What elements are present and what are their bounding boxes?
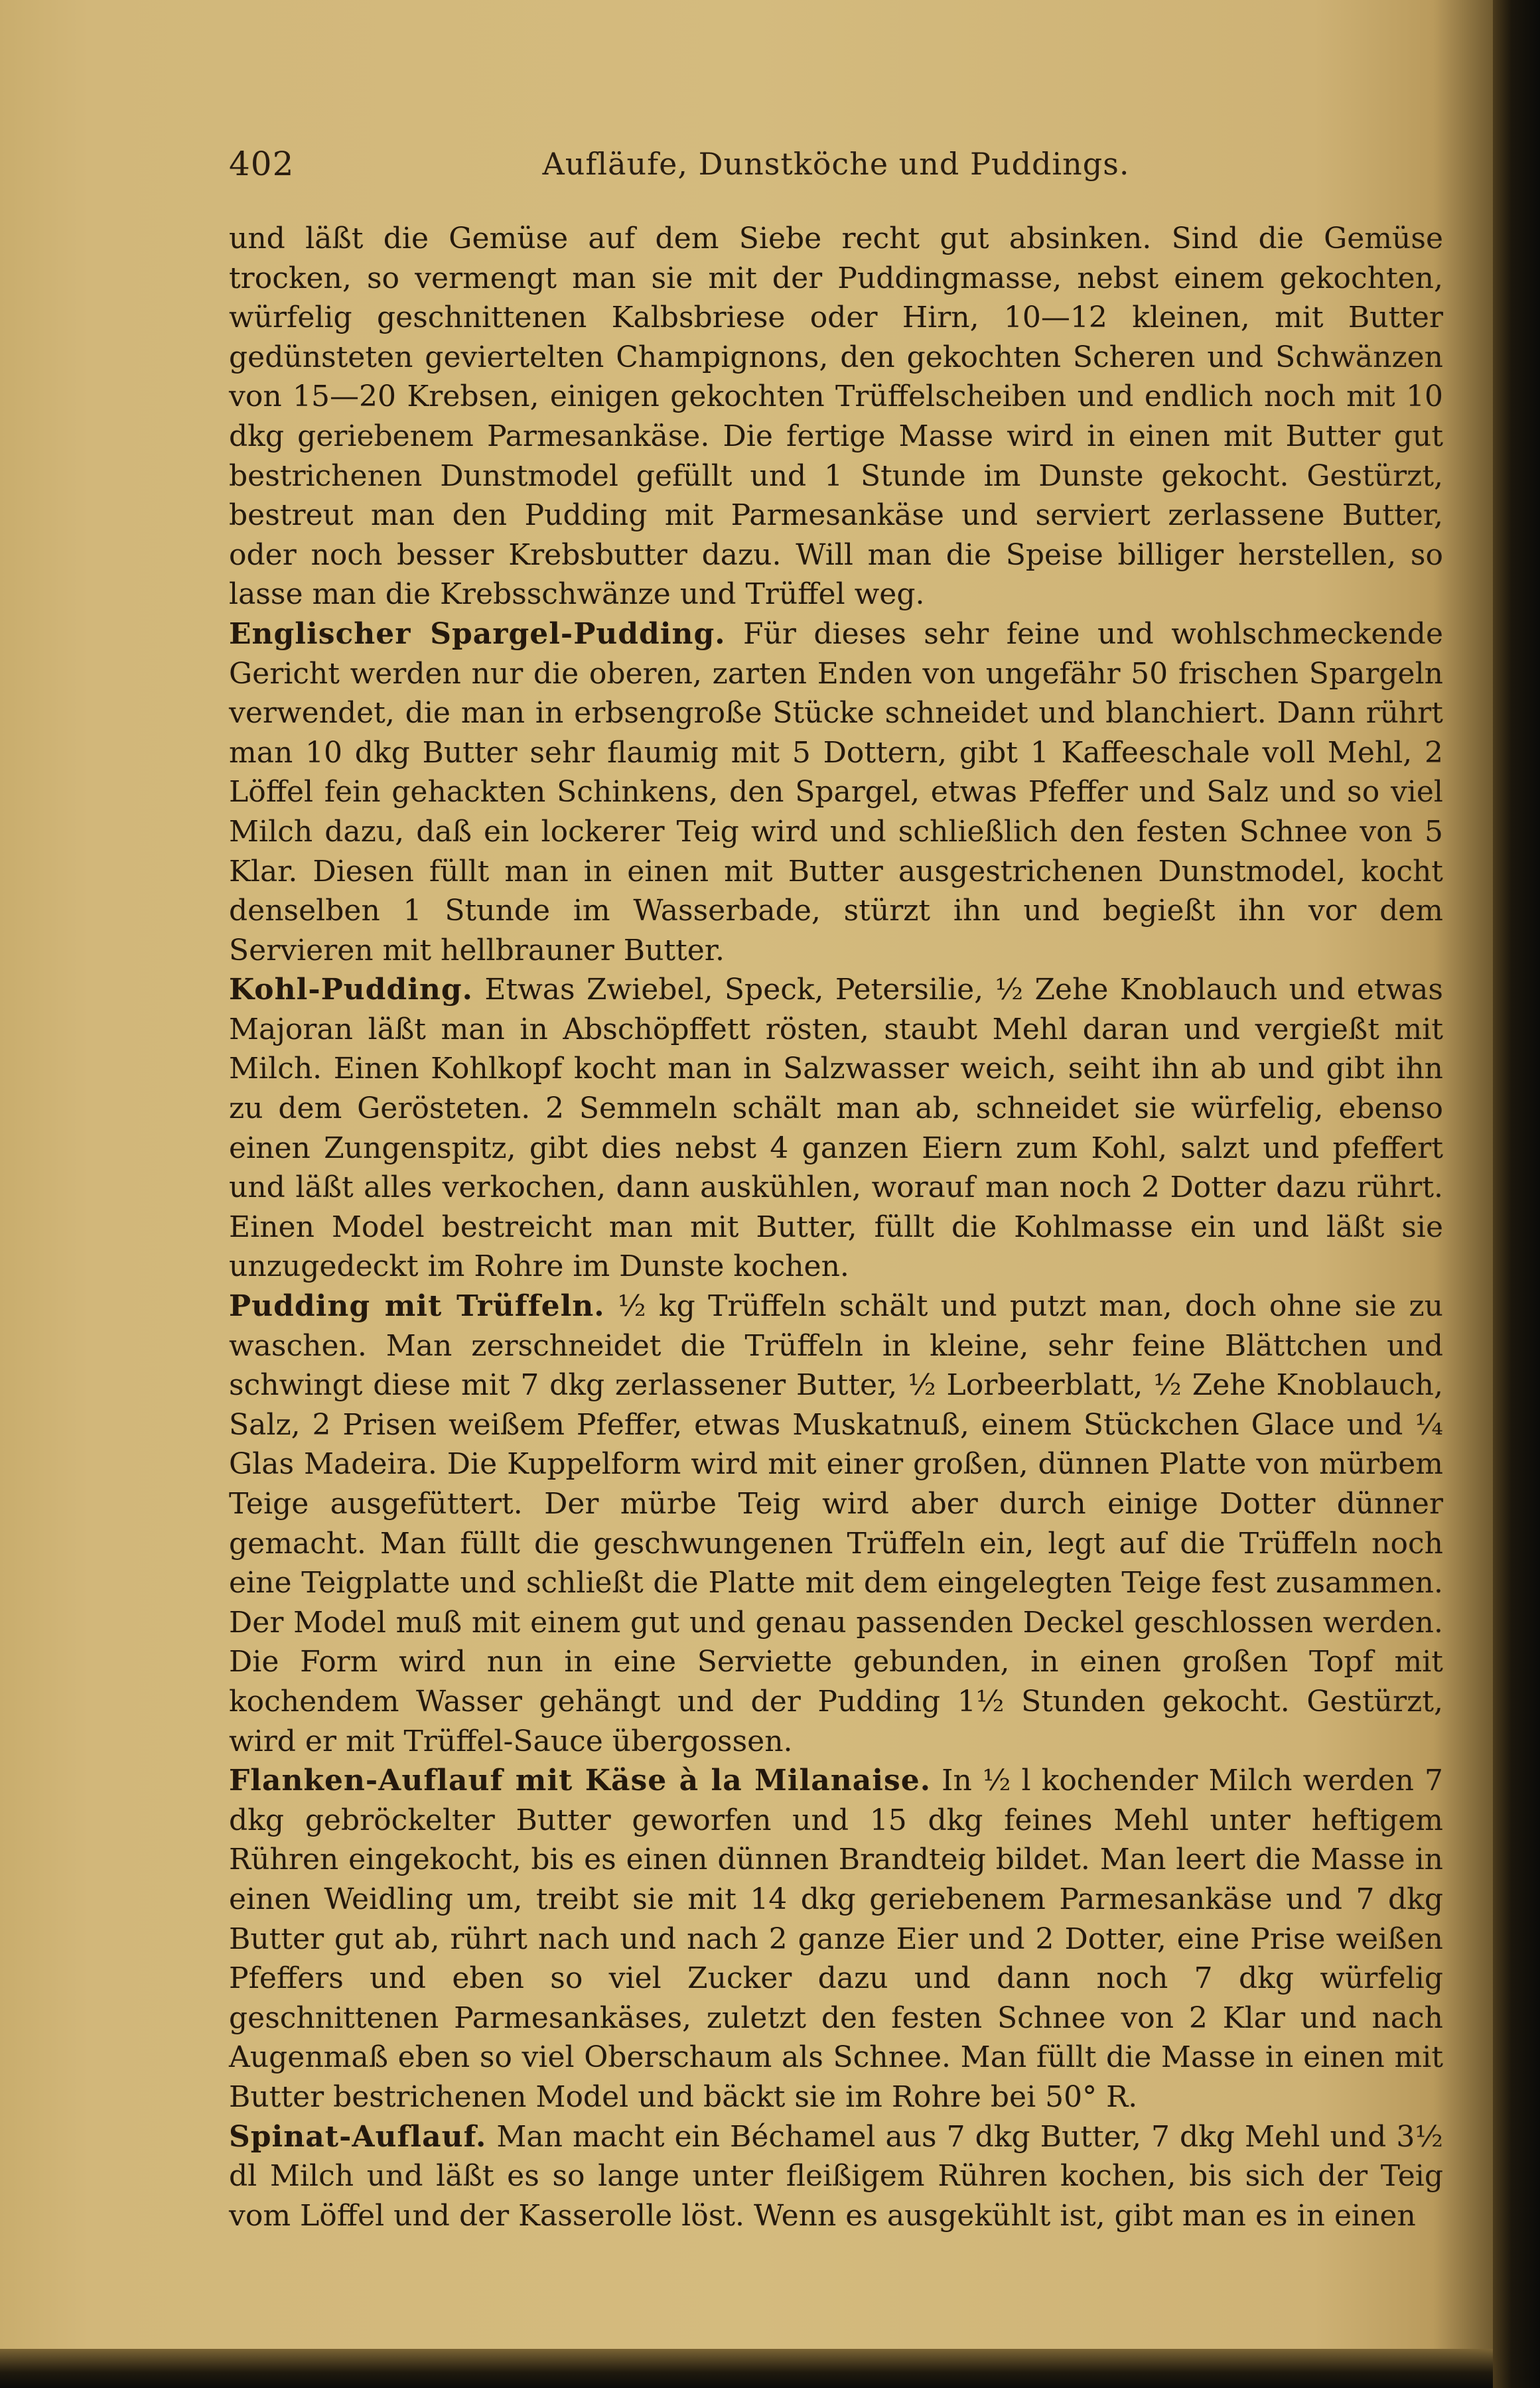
book-gutter-shadow [1493, 0, 1540, 2388]
recipe-text: Für dieses sehr feine und wohlschmeckende Gericht werden nur die oberen, zarten Enden von ungefähr 50 frischen Spargeln verwendet, die man in erbsengroße Stücke schneidet und blanchiert. Dann rührt man 10 dkg Butter sehr flaumig mit 5 Dottern, gibt 1 Kaffeeschale voll Mehl, 2 Löffel fein gehackten Schinkens, den Spargel, etwas Pfeffer und Salz und so viel Milch dazu, daß ein lockerer Teig wird und schließlich den festen Schnee von 5 Klar. Diesen füllt man in einen mit Butter ausgestrichenen Dunstmodel, kocht denselben 1 Stunde im Wasserbade, stürzt ihn und begießt ihn vor dem Servieren mit hellbrauner Butter. [229, 616, 1443, 967]
recipe-text: In ½ l kochender Milch werden 7 dkg gebröckelter Butter geworfen und 15 dkg feines Mehl unter heftigem Rühren eingekocht, bis es einen dünnen Brandteig bildet. Man leert die Masse in einen Weidling um, treibt sie mit 14 dkg geriebenem Parmesankäse und 7 dkg Butter gut ab, rührt nach und nach 2 ganze Eier und 2 Dotter, eine Prise weißen Pfeffers und eben so viel Zucker dazu und dann noch 7 dkg würfelig geschnittenen Parmesankäses, zuletzt den festen Schnee von 2 Klar und nach Augenmaß eben so viel Oberschaum als Schnee. Man füllt die Masse in einen mit Butter bestrichenen Model und bäckt sie im Rohre bei 50° R. [229, 1764, 1443, 2114]
recipe-paragraph [229, 970, 1443, 1287]
recipe-title: Englischer Spargel-Pudding. [229, 616, 726, 651]
recipe-title: Flanken-Auflauf mit Käse à la Milanaise. [229, 1764, 932, 1798]
intro-paragraph [229, 219, 1443, 614]
page-content [229, 219, 1443, 2235]
page-bottom-shadow [0, 2349, 1493, 2388]
recipe-text: ½ kg Trüffeln schält und putzt man, doch ohne sie zu waschen. Man zerschneidet die Trüffeln in kleine, sehr feine Blättchen und schwingt diese mit 7 dkg zerlassener Butter, ½ Lorbeerblatt, ½ Zehe Knoblauch, Salz, 2 Prisen weißem Pfeffer, etwas Muskatnuß, einem Stückchen Glace und ¼ Glas Madeira. Die Kuppelform wird mit einer großen, dünnen Platte von mürbem Teige ausgefüttert. Der mürbe Teig wird aber durch einige Dotter dünner gemacht. Man füllt die geschwungenen Trüffeln ein, legt auf die Trüffeln noch eine Teigplatte und schließt die Platte mit dem eingelegten Teige fest zusammen. Der Model muß mit einem gut und genau passenden Deckel geschlossen werden. Die Form wird nun in eine Serviette gebunden, in einen großen Topf mit kochendem Wasser gehängt und der Pudding 1½ Stunden gekocht. Gestürzt, wird er mit Trüffel-Sauce übergossen. [229, 1289, 1443, 1758]
recipe-title: Spinat-Auflauf. [229, 2119, 487, 2154]
page-header [229, 145, 1443, 191]
recipe-title: Pudding mit Trüffeln. [229, 1289, 605, 1324]
recipe-paragraph [229, 2117, 1443, 2236]
intro-text: und läßt die Gemüse auf dem Siebe recht gut absinken. Sind die Gemüse trocken, so vermengt man sie mit der Puddingmasse, nebst einem gekochten, würfelig geschnittenen Kalbsbriese oder Hirn, 10—12 kleinen, mit Butter gedünsteten geviertelten Champignons, den gekochten Scheren und Schwänzen von 15—20 Krebsen, einigen gekochten Trüffelscheiben und endlich noch mit 10 dkg geriebenem Parmesankäse. Die fertige Masse wird in einen mit Butter gut bestrichenen Dunstmodel gefüllt und 1 Stunde im Dunste gekocht. Gestürzt, bestreut man den Pudding mit Parmesankäse und serviert zerlassene Butter, oder noch besser Krebsbutter dazu. Will man die Speise billiger herstellen, so lasse man die Krebsschwänze und Trüffel weg. [229, 222, 1443, 612]
recipe-paragraph [229, 614, 1443, 970]
running-title: Aufläufe, Dunstköche und Puddings. [542, 146, 1130, 182]
recipe-paragraph [229, 1761, 1443, 2117]
recipe-text: Man macht ein Béchamel aus 7 dkg Butter, 7 dkg Mehl und 3½ dl Milch und läßt es so lange unter fleißigem Rühren kochen, bis sich der Teig vom Löffel und der Kasserolle löst. Wenn es ausgekühlt ist, gibt man es in einen [229, 2119, 1443, 2233]
recipe-paragraph [229, 1287, 1443, 1761]
recipe-text: Etwas Zwiebel, Speck, Petersilie, ½ Zehe Knoblauch und etwas Majoran läßt man in Abschöpffett rösten, staubt Mehl daran und vergießt mit Milch. Einen Kohlkopf kocht man in Salzwasser weich, seiht ihn ab und gibt ihn zu dem Gerösteten. 2 Semmeln schält man ab, schneidet sie würfelig, ebenso einen Zungenspitz, gibt dies nebst 4 ganzen Eiern zum Kohl, salzt und pfeffert und läßt alles verkochen, dann auskühlen, worauf man noch 2 Dotter dazu rührt. Einen Model bestreicht man mit Butter, füllt die Kohlmasse ein und läßt sie unzugedeckt im Rohre im Dunste kochen. [229, 973, 1443, 1284]
page-number: 402 [229, 145, 295, 183]
recipe-title: Kohl-Pudding. [229, 973, 473, 1007]
